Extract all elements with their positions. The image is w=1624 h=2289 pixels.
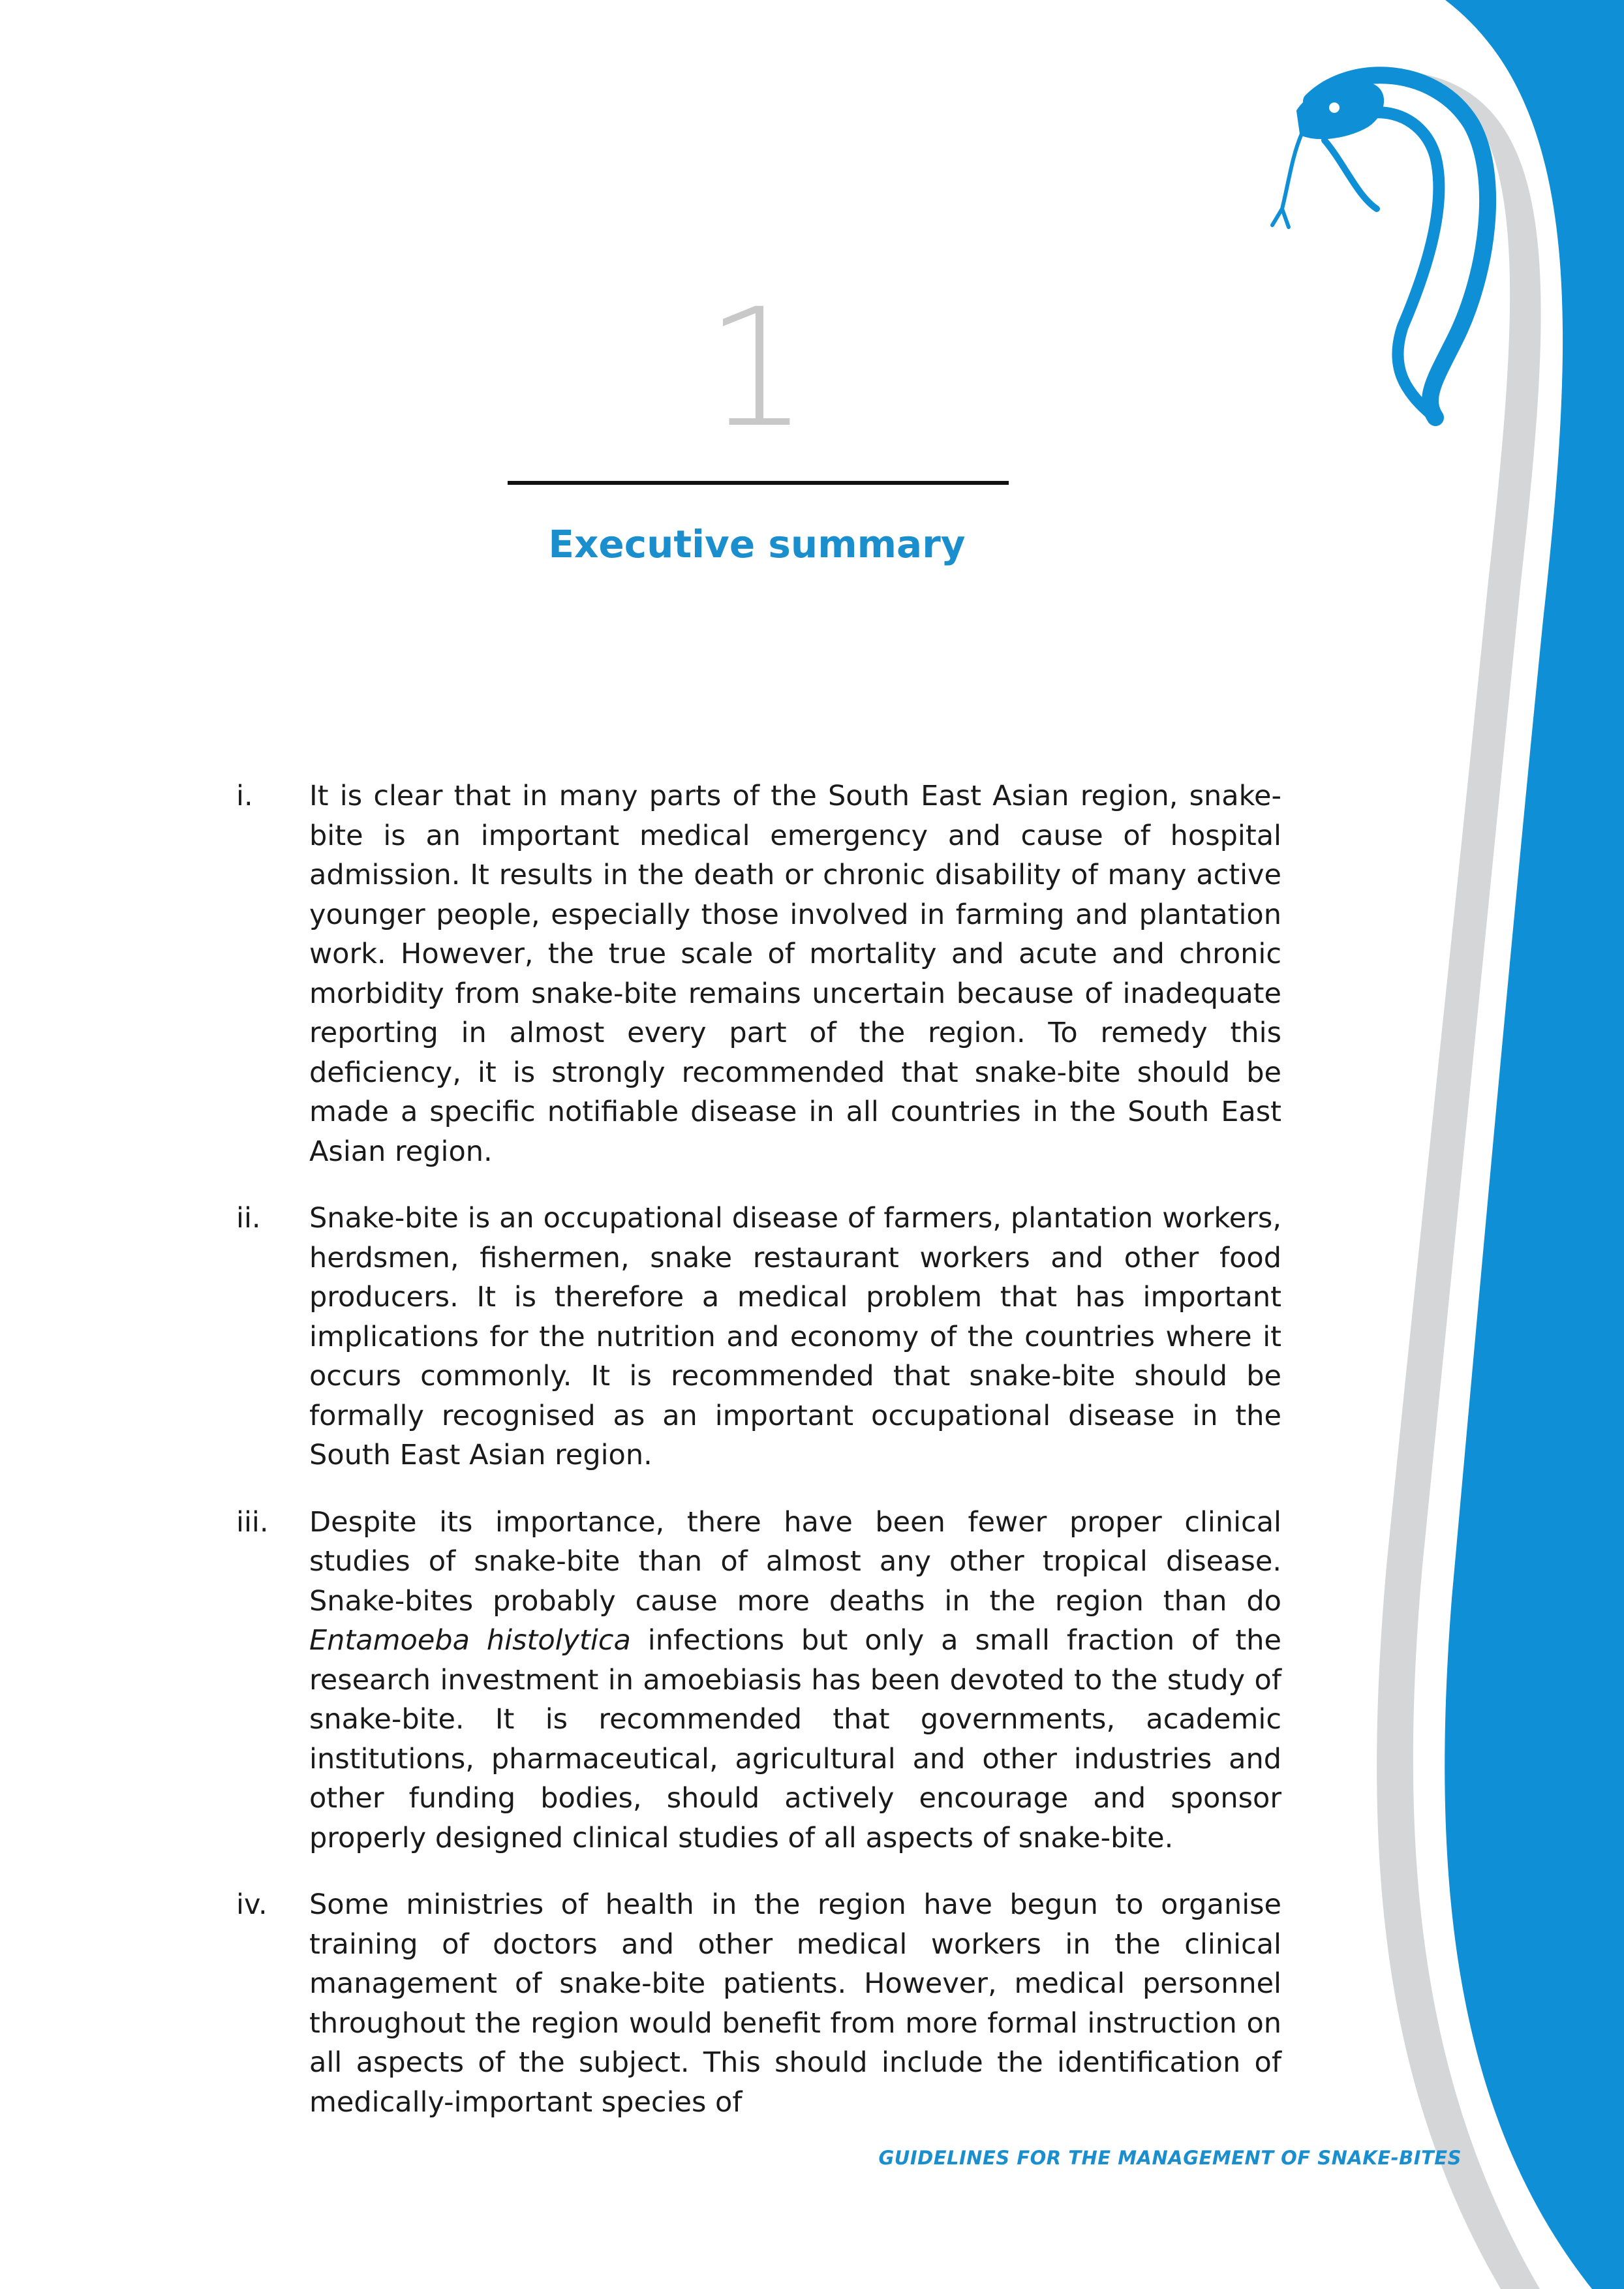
- list-item: [236, 1199, 1281, 1475]
- paragraph: Despite its importance, there have been fewer proper clinical studies of snake-bite than of almost any other tropical disease. Snake-bites probably cause more deaths in the region than do Entamoeba histolytica infections but only a small fraction of the research investment in amoebiasis has been devoted to the study of snake-bite. It is recommended that governments, academic institutions, pharmaceutical, agricultural and other industries and other funding bodies, should actively encourage and sponsor properly designed clinical studies of all aspects of snake-bite.: [309, 1505, 1282, 1854]
- chapter-rule: [508, 481, 1009, 485]
- species-name: Entamoeba histolytica: [309, 1624, 631, 1657]
- paragraph: Some ministries of health in the region have begun to organise training of doctors and other medical workers in the clinical management of snake-bite patients. However, medical personnel throughout the region would benefit from more formal instruction on all aspects of the subject. This should include the identification of medically-important species of: [309, 1888, 1281, 2119]
- chapter-title: Executive summary: [548, 522, 966, 566]
- list-marker: iii.: [236, 1505, 269, 1539]
- summary-list: [236, 776, 1281, 2149]
- list-item: [236, 1503, 1281, 1858]
- list-item: [236, 1885, 1281, 2122]
- list-marker: i.: [236, 780, 253, 812]
- paragraph: It is clear that in many parts of the South East Asian region, snake-bite is an important medical emergency and cause of hospital admission. It results in the death or chronic disability of many active younger people, especially those involved in farming and plantation work. However, the true scale of mortality and acute and chronic morbidity from snake-bite remains uncertain because of inadequate reporting in almost every part of the region. To remedy this deficiency, it is strongly recommended that snake-bite should be made a specific notifiable disease in all countries in the South East Asian region.: [309, 780, 1281, 1168]
- running-footer: GUIDELINES FOR THE MANAGEMENT OF SNAKE-BITES: [878, 2147, 1462, 2169]
- list-marker: iv.: [236, 1888, 268, 1921]
- chapter-number: 1: [705, 273, 809, 463]
- paragraph: Snake-bite is an occupational disease of farmers, plantation workers, herdsmen, fishermen, snake restaurant workers and other food producers. It is therefore a medical problem that has important implications for the nutrition and economy of the countries where it occurs commonly. It is recommended that snake-bite should be formally recognised as an important occupational disease in the South East Asian region.: [309, 1202, 1281, 1471]
- list-item: [236, 776, 1281, 1171]
- list-marker: ii.: [236, 1202, 261, 1235]
